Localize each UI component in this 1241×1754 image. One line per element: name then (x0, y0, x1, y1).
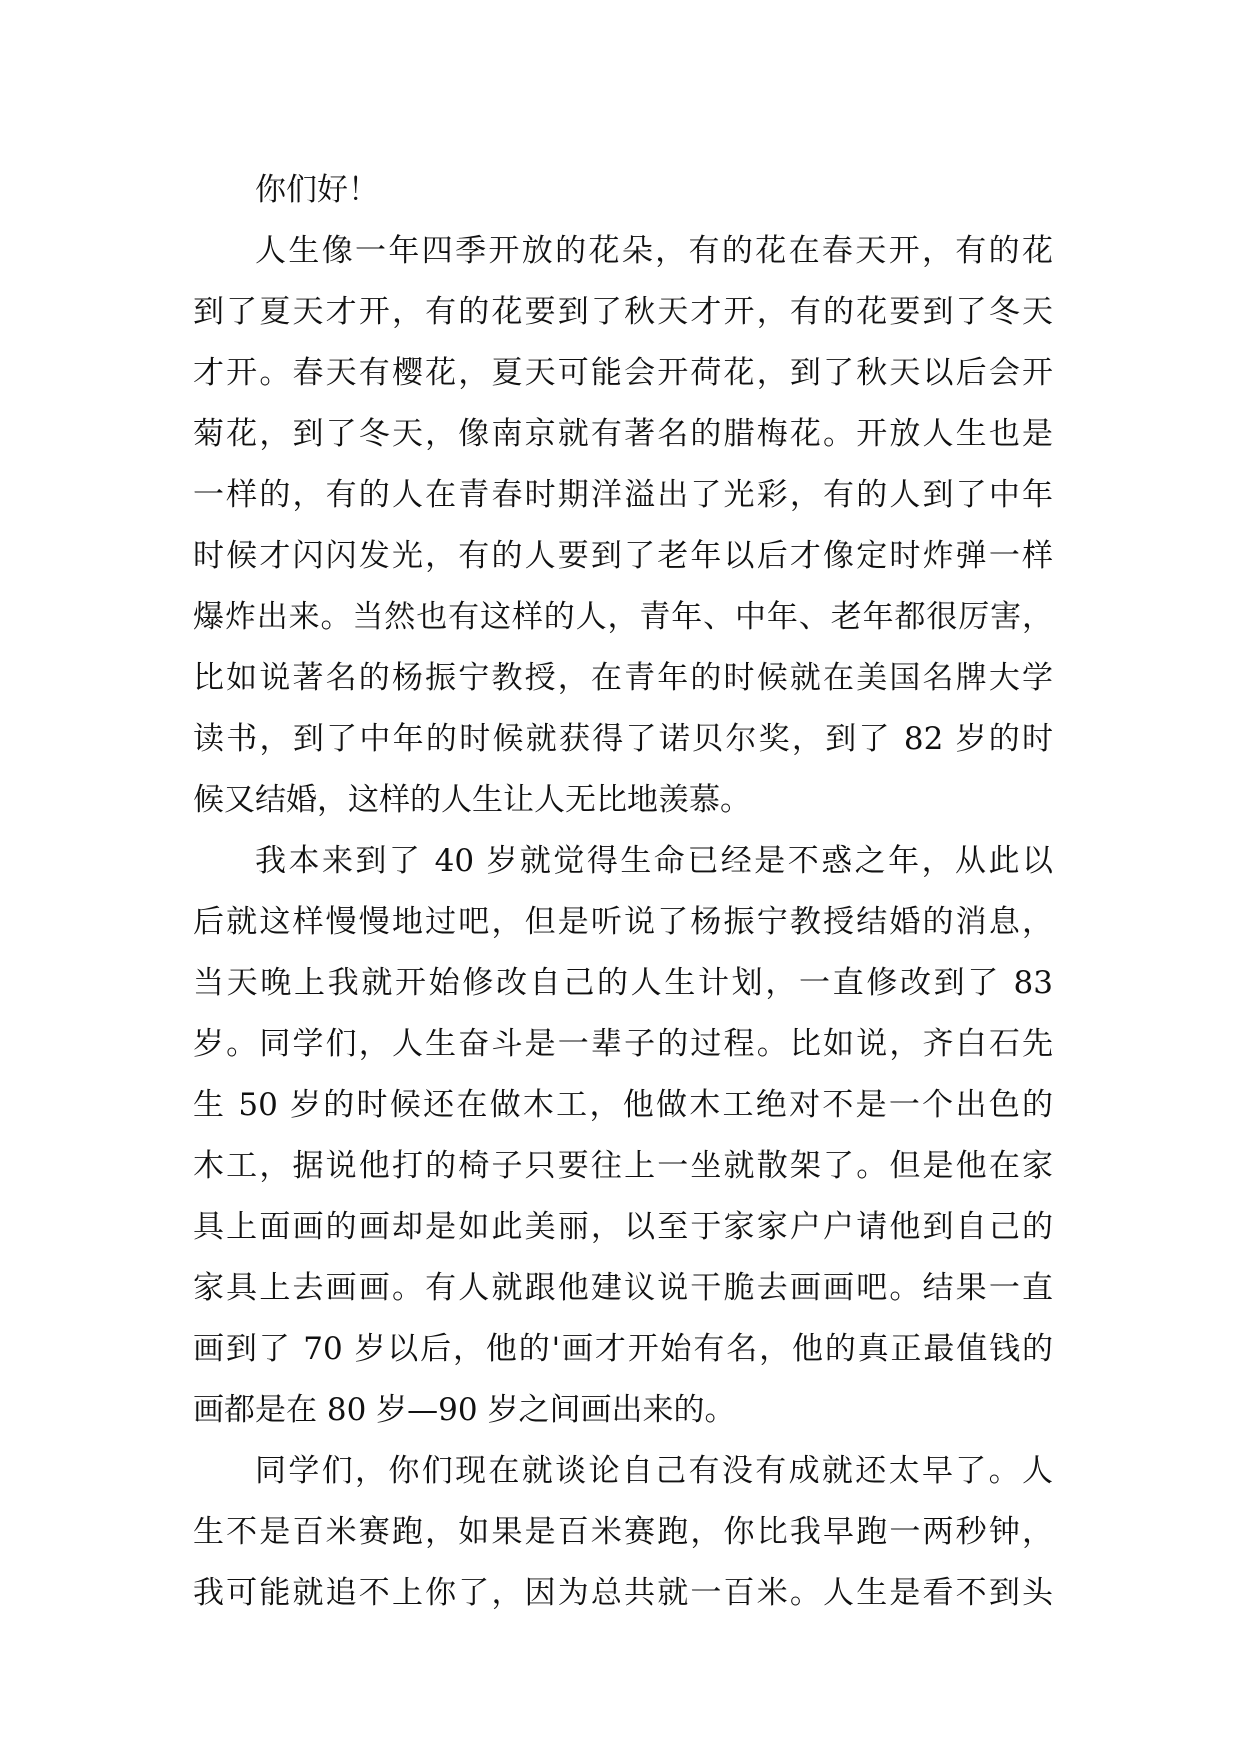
paragraph-line: 画都是在 80 岁—90 岁之间画出来的。 (193, 1392, 736, 1428)
paragraph-line: 我本来到了 40 岁就觉得生命已经是不惑之年，从此以 (255, 843, 1053, 879)
paragraph-1 (193, 221, 1053, 831)
paragraph-line: 菊花，到了冬天，像南京就有著名的腊梅花。开放人生也是 (193, 416, 1053, 452)
paragraph-line: 生不是百米赛跑，如果是百米赛跑，你比我早跑一两秒钟， (193, 1514, 1053, 1550)
paragraph-line: 家具上去画画。有人就跟他建议说干脆去画画吧。结果一直 (193, 1270, 1053, 1306)
paragraph-line: 人生像一年四季开放的花朵，有的花在春天开，有的花 (255, 233, 1053, 269)
paragraph-line: 具上面画的画却是如此美丽，以至于家家户户请他到自己的 (193, 1209, 1053, 1245)
paragraph-line: 当天晚上我就开始修改自己的人生计划，一直修改到了 83 (193, 965, 1053, 1001)
paragraph-line: 岁。同学们，人生奋斗是一辈子的过程。比如说，齐白石先 (193, 1026, 1053, 1062)
paragraph-line: 一样的，有的人在青春时期洋溢出了光彩，有的人到了中年 (193, 477, 1053, 513)
greeting-line: 你们好！ (255, 172, 379, 208)
paragraph-line: 生 50 岁的时候还在做木工，他做木工绝对不是一个出色的 (193, 1087, 1053, 1123)
paragraph-line: 时候才闪闪发光，有的人要到了老年以后才像定时炸弹一样 (193, 538, 1053, 574)
paragraph-3 (193, 1441, 1053, 1624)
paragraph-line: 比如说著名的杨振宁教授，在青年的时候就在美国名牌大学 (193, 660, 1053, 696)
document-body (193, 160, 1053, 1624)
paragraph-line: 读书，到了中年的时候就获得了诺贝尔奖，到了 82 岁的时 (193, 721, 1053, 757)
paragraph-line: 后就这样慢慢地过吧，但是听说了杨振宁教授结婚的消息， (193, 904, 1053, 940)
paragraph-line: 候又结婚，这样的人生让人无比地羡慕。 (193, 782, 751, 818)
paragraph-line: 到了夏天才开，有的花要到了秋天才开，有的花要到了冬天 (193, 294, 1053, 330)
paragraph-2 (193, 831, 1053, 1441)
paragraph-line: 我可能就追不上你了，因为总共就一百米。人生是看不到头 (193, 1575, 1053, 1611)
paragraph-line: 画到了 70 岁以后，他的'画才开始有名，他的真正最值钱的 (193, 1331, 1053, 1367)
paragraph-line: 爆炸出来。当然也有这样的人，青年、中年、老年都很厉害， (193, 599, 1053, 635)
paragraph-line: 同学们，你们现在就谈论自己有没有成就还太早了。人 (255, 1453, 1053, 1489)
paragraph-line: 木工，据说他打的椅子只要往上一坐就散架了。但是他在家 (193, 1148, 1053, 1184)
paragraph-line: 才开。春天有樱花，夏天可能会开荷花，到了秋天以后会开 (193, 355, 1053, 391)
